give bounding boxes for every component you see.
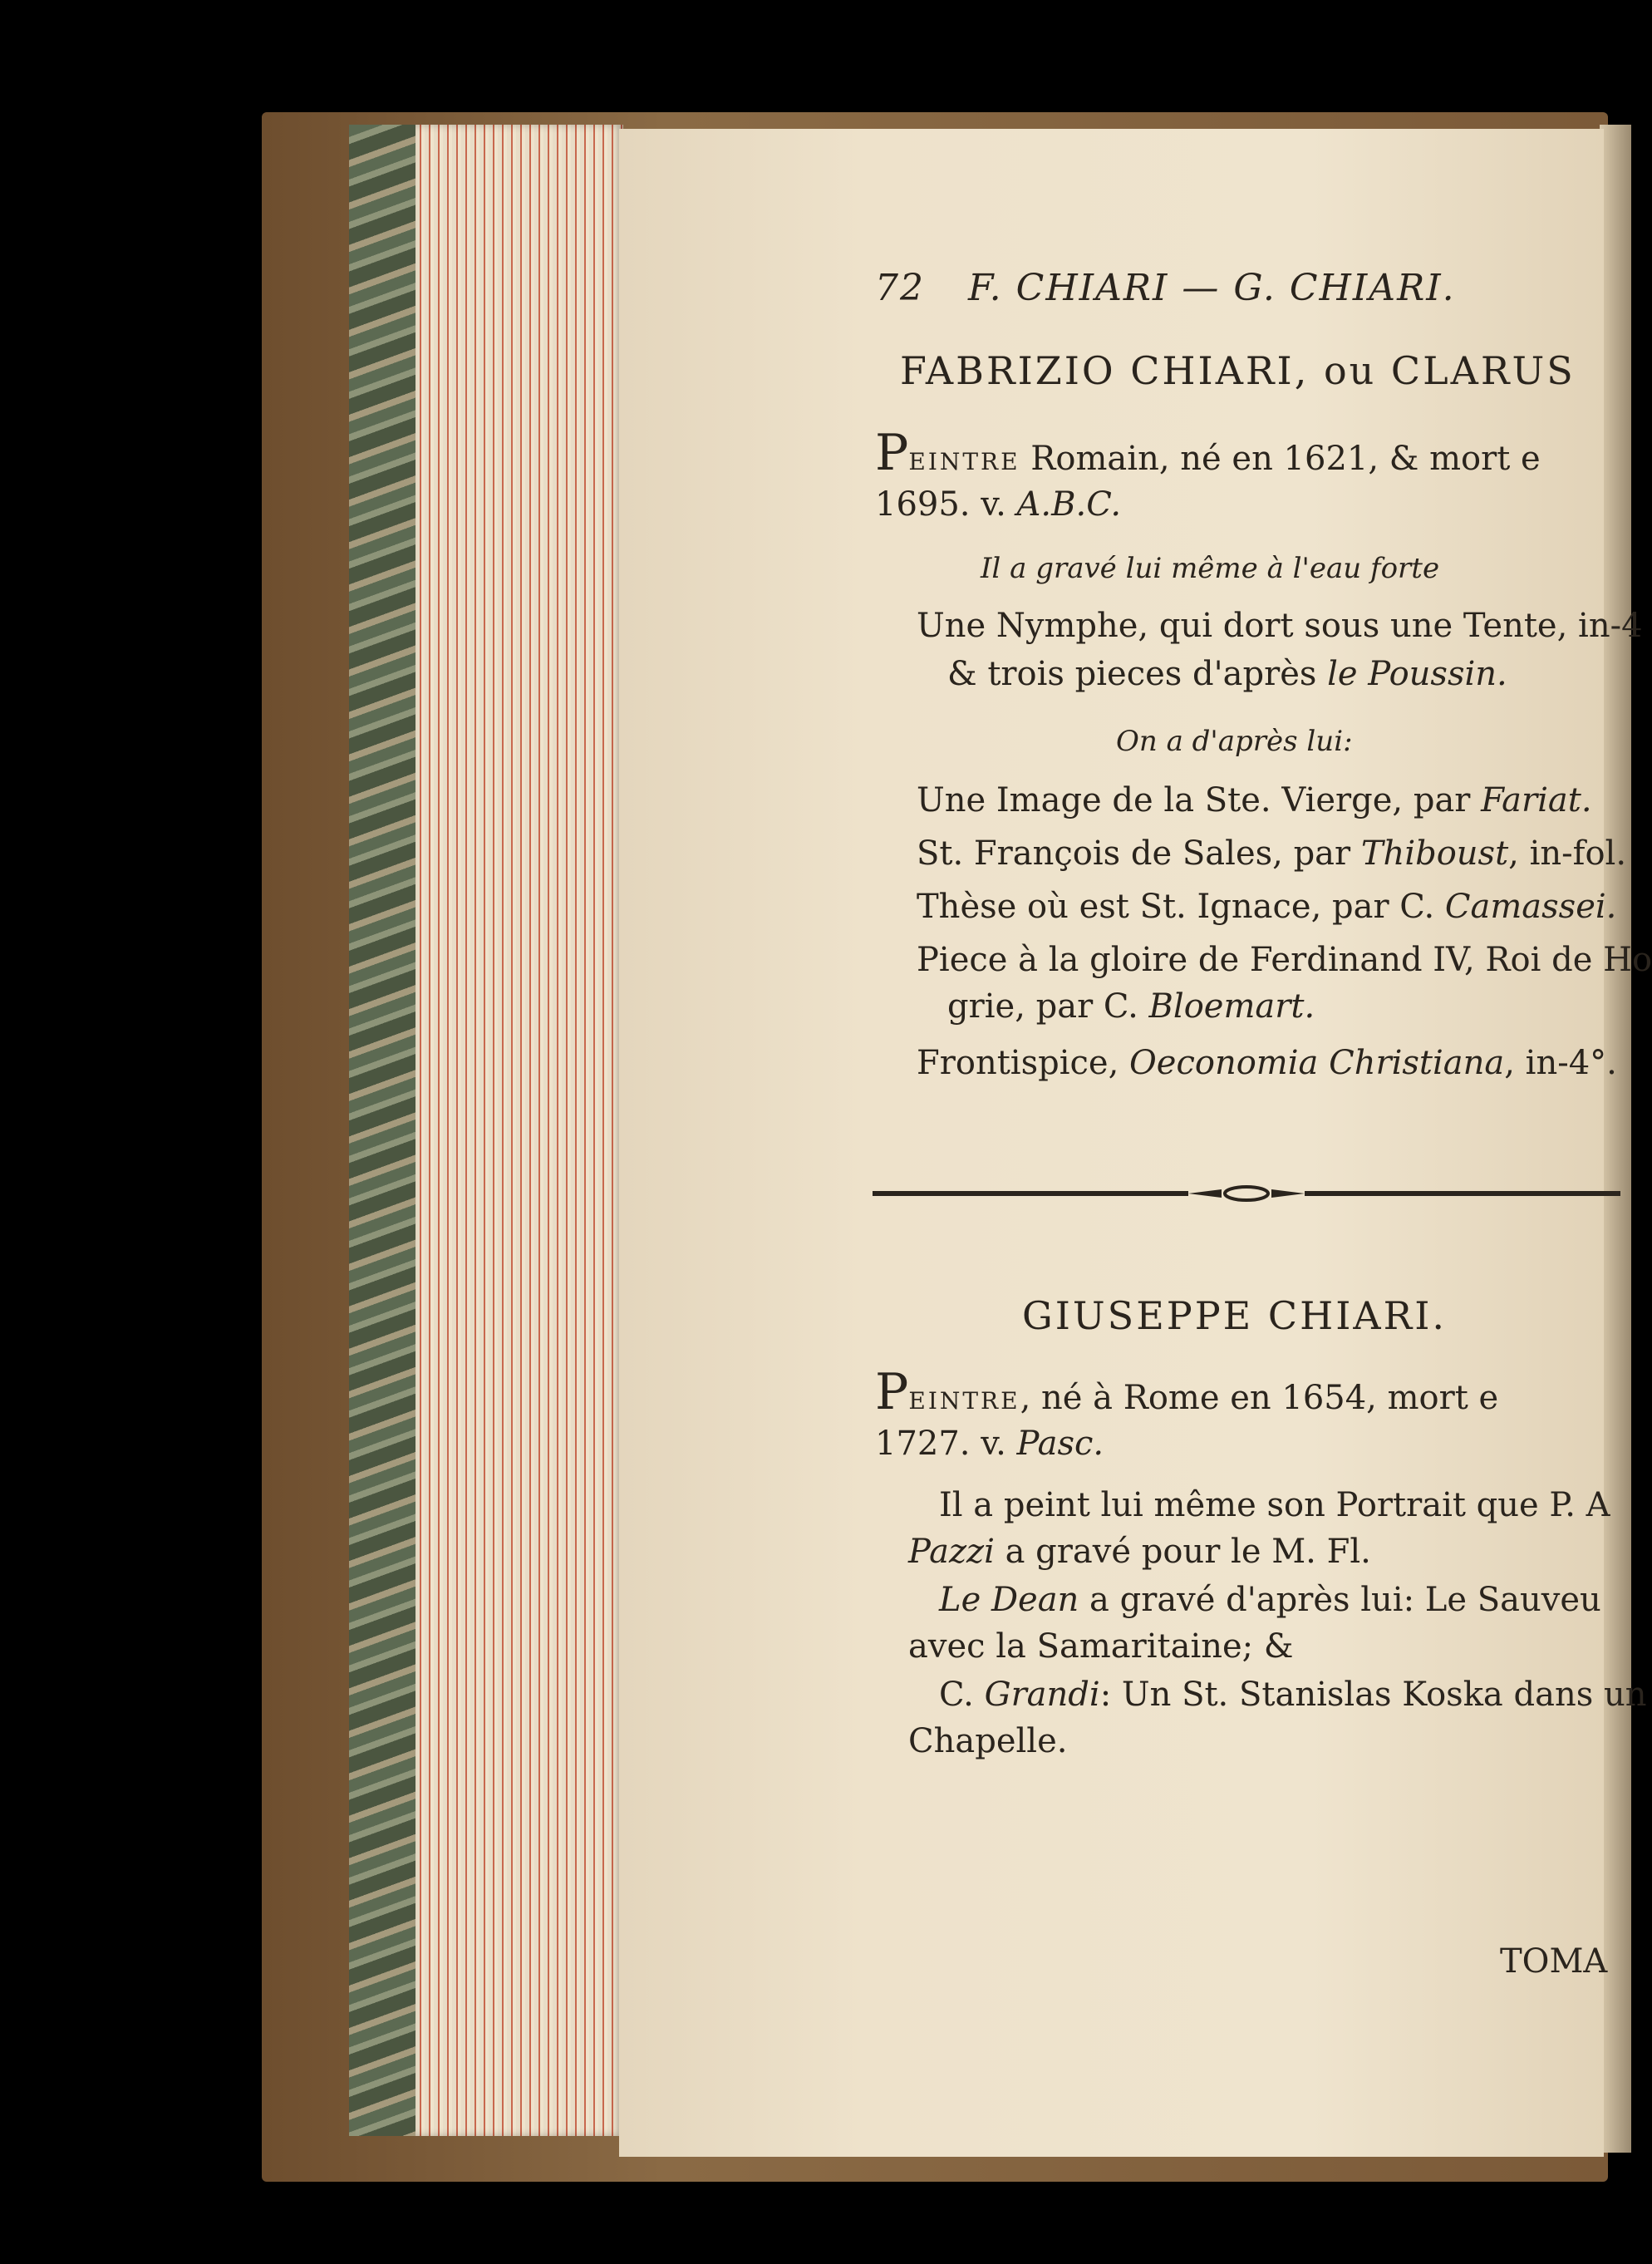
item-text: Une Image de la Ste. Vierge, par bbox=[917, 781, 1482, 819]
bio-text: 1695. v. bbox=[875, 485, 1017, 524]
para2-line2: avec la Samaritaine; & bbox=[908, 1627, 1294, 1666]
engraver-name: Pazzi bbox=[908, 1533, 995, 1571]
entry1-bio-line1 bbox=[875, 424, 1541, 482]
page-number: 72 bbox=[875, 267, 925, 309]
item-text: , in-4°. bbox=[1504, 1044, 1617, 1082]
item-engraver: Fariat. bbox=[1481, 781, 1592, 819]
bio-text: 1727. v. bbox=[875, 1425, 1017, 1463]
work1-line2 bbox=[947, 657, 1507, 691]
work1-line1: Une Nymphe, qui dort sous une Tente, in-4 bbox=[917, 607, 1643, 645]
item-engraver: Bloemart. bbox=[1148, 987, 1315, 1026]
bio-reference: Pasc. bbox=[1016, 1425, 1104, 1463]
para-text: a gravé d'après lui: Le Sauveu bbox=[1079, 1581, 1601, 1619]
para1-line1: Il a peint lui même son Portrait que P. A bbox=[939, 1486, 1610, 1524]
work-italic: le Poussin. bbox=[1327, 655, 1507, 693]
drop-initial: P bbox=[875, 424, 909, 482]
list-item-continued bbox=[947, 987, 1315, 1026]
book-page bbox=[619, 129, 1652, 2157]
item-engraver: Thiboust bbox=[1360, 834, 1509, 873]
entry1-bio-line2 bbox=[875, 485, 1122, 524]
entry1-subheading2: On a d'après lui: bbox=[1116, 725, 1353, 758]
item-engraver: Camassei. bbox=[1444, 888, 1617, 926]
para-text: C. bbox=[939, 1676, 985, 1714]
entry2-bio-line2 bbox=[875, 1425, 1104, 1463]
entry1-title: FABRIZIO CHIARI, ou CLARUS bbox=[900, 348, 1576, 393]
item-text: St. François de Sales, par bbox=[917, 834, 1361, 873]
list-item bbox=[917, 834, 1627, 873]
entry2-title: GIUSEPPE CHIARI. bbox=[1022, 1293, 1448, 1338]
smallcaps-word: EINTRE bbox=[908, 448, 1020, 475]
work-text: & trois pieces d'après bbox=[947, 655, 1328, 693]
item-text: Thèse où est St. Ignace, par C. bbox=[917, 888, 1445, 926]
facing-page-edge bbox=[1600, 125, 1631, 2153]
engraver-name: Le Dean bbox=[939, 1581, 1079, 1619]
item-text: grie, par C. bbox=[947, 987, 1149, 1026]
item-text: , in-fol. bbox=[1508, 834, 1627, 873]
para3-line1 bbox=[939, 1676, 1647, 1714]
para-text: : Un St. Stanislas Koska dans un bbox=[1099, 1676, 1647, 1714]
list-item: Piece à la gloire de Ferdinand IV, Roi de Ho bbox=[917, 941, 1652, 979]
item-title: Oeconomia Christiana bbox=[1129, 1044, 1505, 1082]
para-text: a gravé pour le M. Fl. bbox=[994, 1533, 1371, 1571]
para2-line1 bbox=[939, 1583, 1601, 1617]
item-text: Frontispice, bbox=[917, 1044, 1130, 1082]
ornamental-rule bbox=[873, 1186, 1620, 1201]
running-title: F. CHIARI — G. CHIARI. bbox=[968, 267, 1456, 309]
list-item bbox=[917, 888, 1617, 926]
entry2-bio-line1 bbox=[875, 1363, 1499, 1421]
list-item bbox=[917, 1046, 1617, 1080]
list-item bbox=[917, 781, 1592, 819]
drop-initial: P bbox=[875, 1363, 909, 1421]
catchword: TOMA bbox=[1500, 1942, 1608, 1981]
entry1-subheading1: Il a gravé lui même à l'eau forte bbox=[981, 552, 1440, 585]
bio-text: Romain, né en 1621, & mort e bbox=[1020, 440, 1541, 478]
smallcaps-word: EINTRE bbox=[908, 1387, 1020, 1415]
para1-line2 bbox=[908, 1533, 1371, 1571]
page-edges bbox=[415, 125, 623, 2136]
bio-reference: A.B.C. bbox=[1016, 485, 1122, 524]
bio-text: , né à Rome en 1654, mort e bbox=[1020, 1379, 1499, 1417]
engraver-name: Grandi bbox=[984, 1676, 1100, 1714]
para3-line2: Chapelle. bbox=[908, 1722, 1068, 1760]
